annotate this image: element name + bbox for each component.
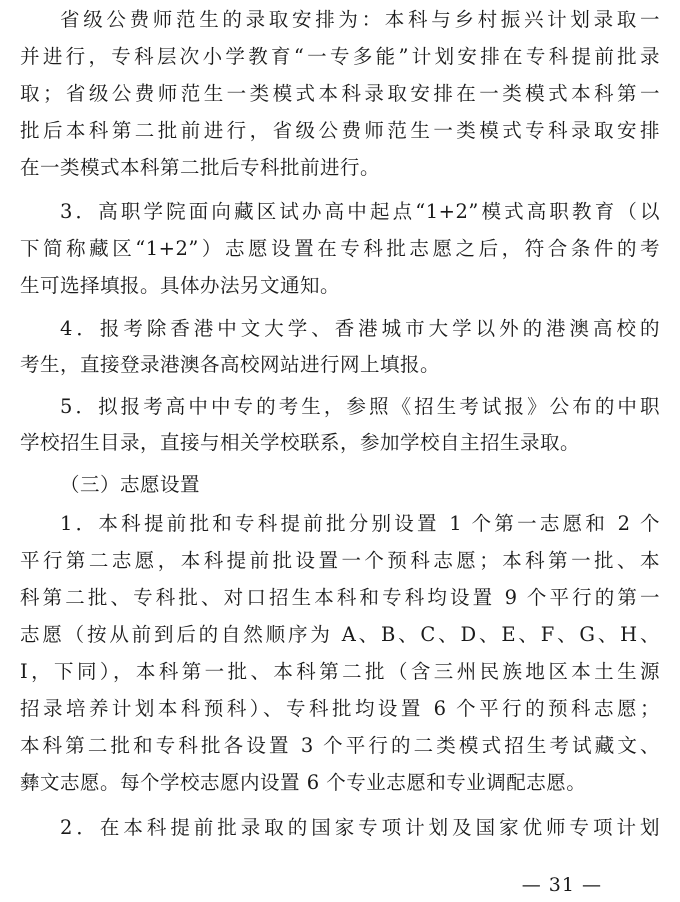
text-line: 省级公费师范生的录取安排为：本科与乡村振兴计划录取一 [60,8,660,31]
text-line: 科第二批、专科批、对口招生本科和专科均设置 9 个平行的第一 [20,586,660,609]
text-line: 下简称藏区“1+2”）志愿设置在专科批志愿之后，符合条件的考 [20,237,660,260]
text-line: 招录培养计划本科预科）、专科批均设置 6 个平行的预科志愿； [20,697,660,720]
text-line: 5．拟报考高中中专的考生，参照《招生考试报》公布的中职 [60,395,660,418]
section-heading: （三）志愿设置 [60,473,201,496]
text-line: 1．本科提前批和专科提前批分别设置 1 个第一志愿和 2 个 [60,512,660,535]
text-line: 并进行，专科层次小学教育“一专多能”计划安排在专科提前批录 [20,45,660,68]
text-line: 学校招生目录，直接与相关学校联系，参加学校自主招生录取。 [20,431,581,454]
text-line: 本科第二批和专科批各设置 3 个平行的二类模式招生考试藏文、 [20,734,660,757]
text-line: 考生，直接登录港澳各高校网站进行网上填报。 [20,353,441,376]
text-line: 生可选择填报。具体办法另文通知。 [20,274,341,297]
page-number: — 31 — [521,874,602,896]
text-line: 志愿（按从前到后的自然顺序为 A、B、C、D、E、F、G、H、 [20,623,660,646]
text-line: 批后本科第二批前进行，省级公费师范生一类模式专科录取安排 [20,119,660,142]
text-line: 彝文志愿。每个学校志愿内设置 6 个专业志愿和专业调配志愿。 [20,771,587,794]
text-line: 平行第二志愿，本科提前批设置一个预科志愿；本科第一批、本 [20,549,660,572]
text-line: I，下同），本科第一批、本科第二批（含三州民族地区本土生源 [20,660,660,683]
text-line: 在一类模式本科第二批后专科批前进行。 [20,156,381,179]
text-line: 3．高职学院面向藏区试办高中起点“1+2”模式高职教育（以 [60,200,660,223]
text-line: 2．在本科提前批录取的国家专项计划及国家优师专项计划 [60,816,660,839]
text-line: 取；省级公费师范生一类模式本科录取安排在一类模式本科第一 [20,82,660,105]
text-line: 4．报考除香港中文大学、香港城市大学以外的港澳高校的 [60,317,660,340]
